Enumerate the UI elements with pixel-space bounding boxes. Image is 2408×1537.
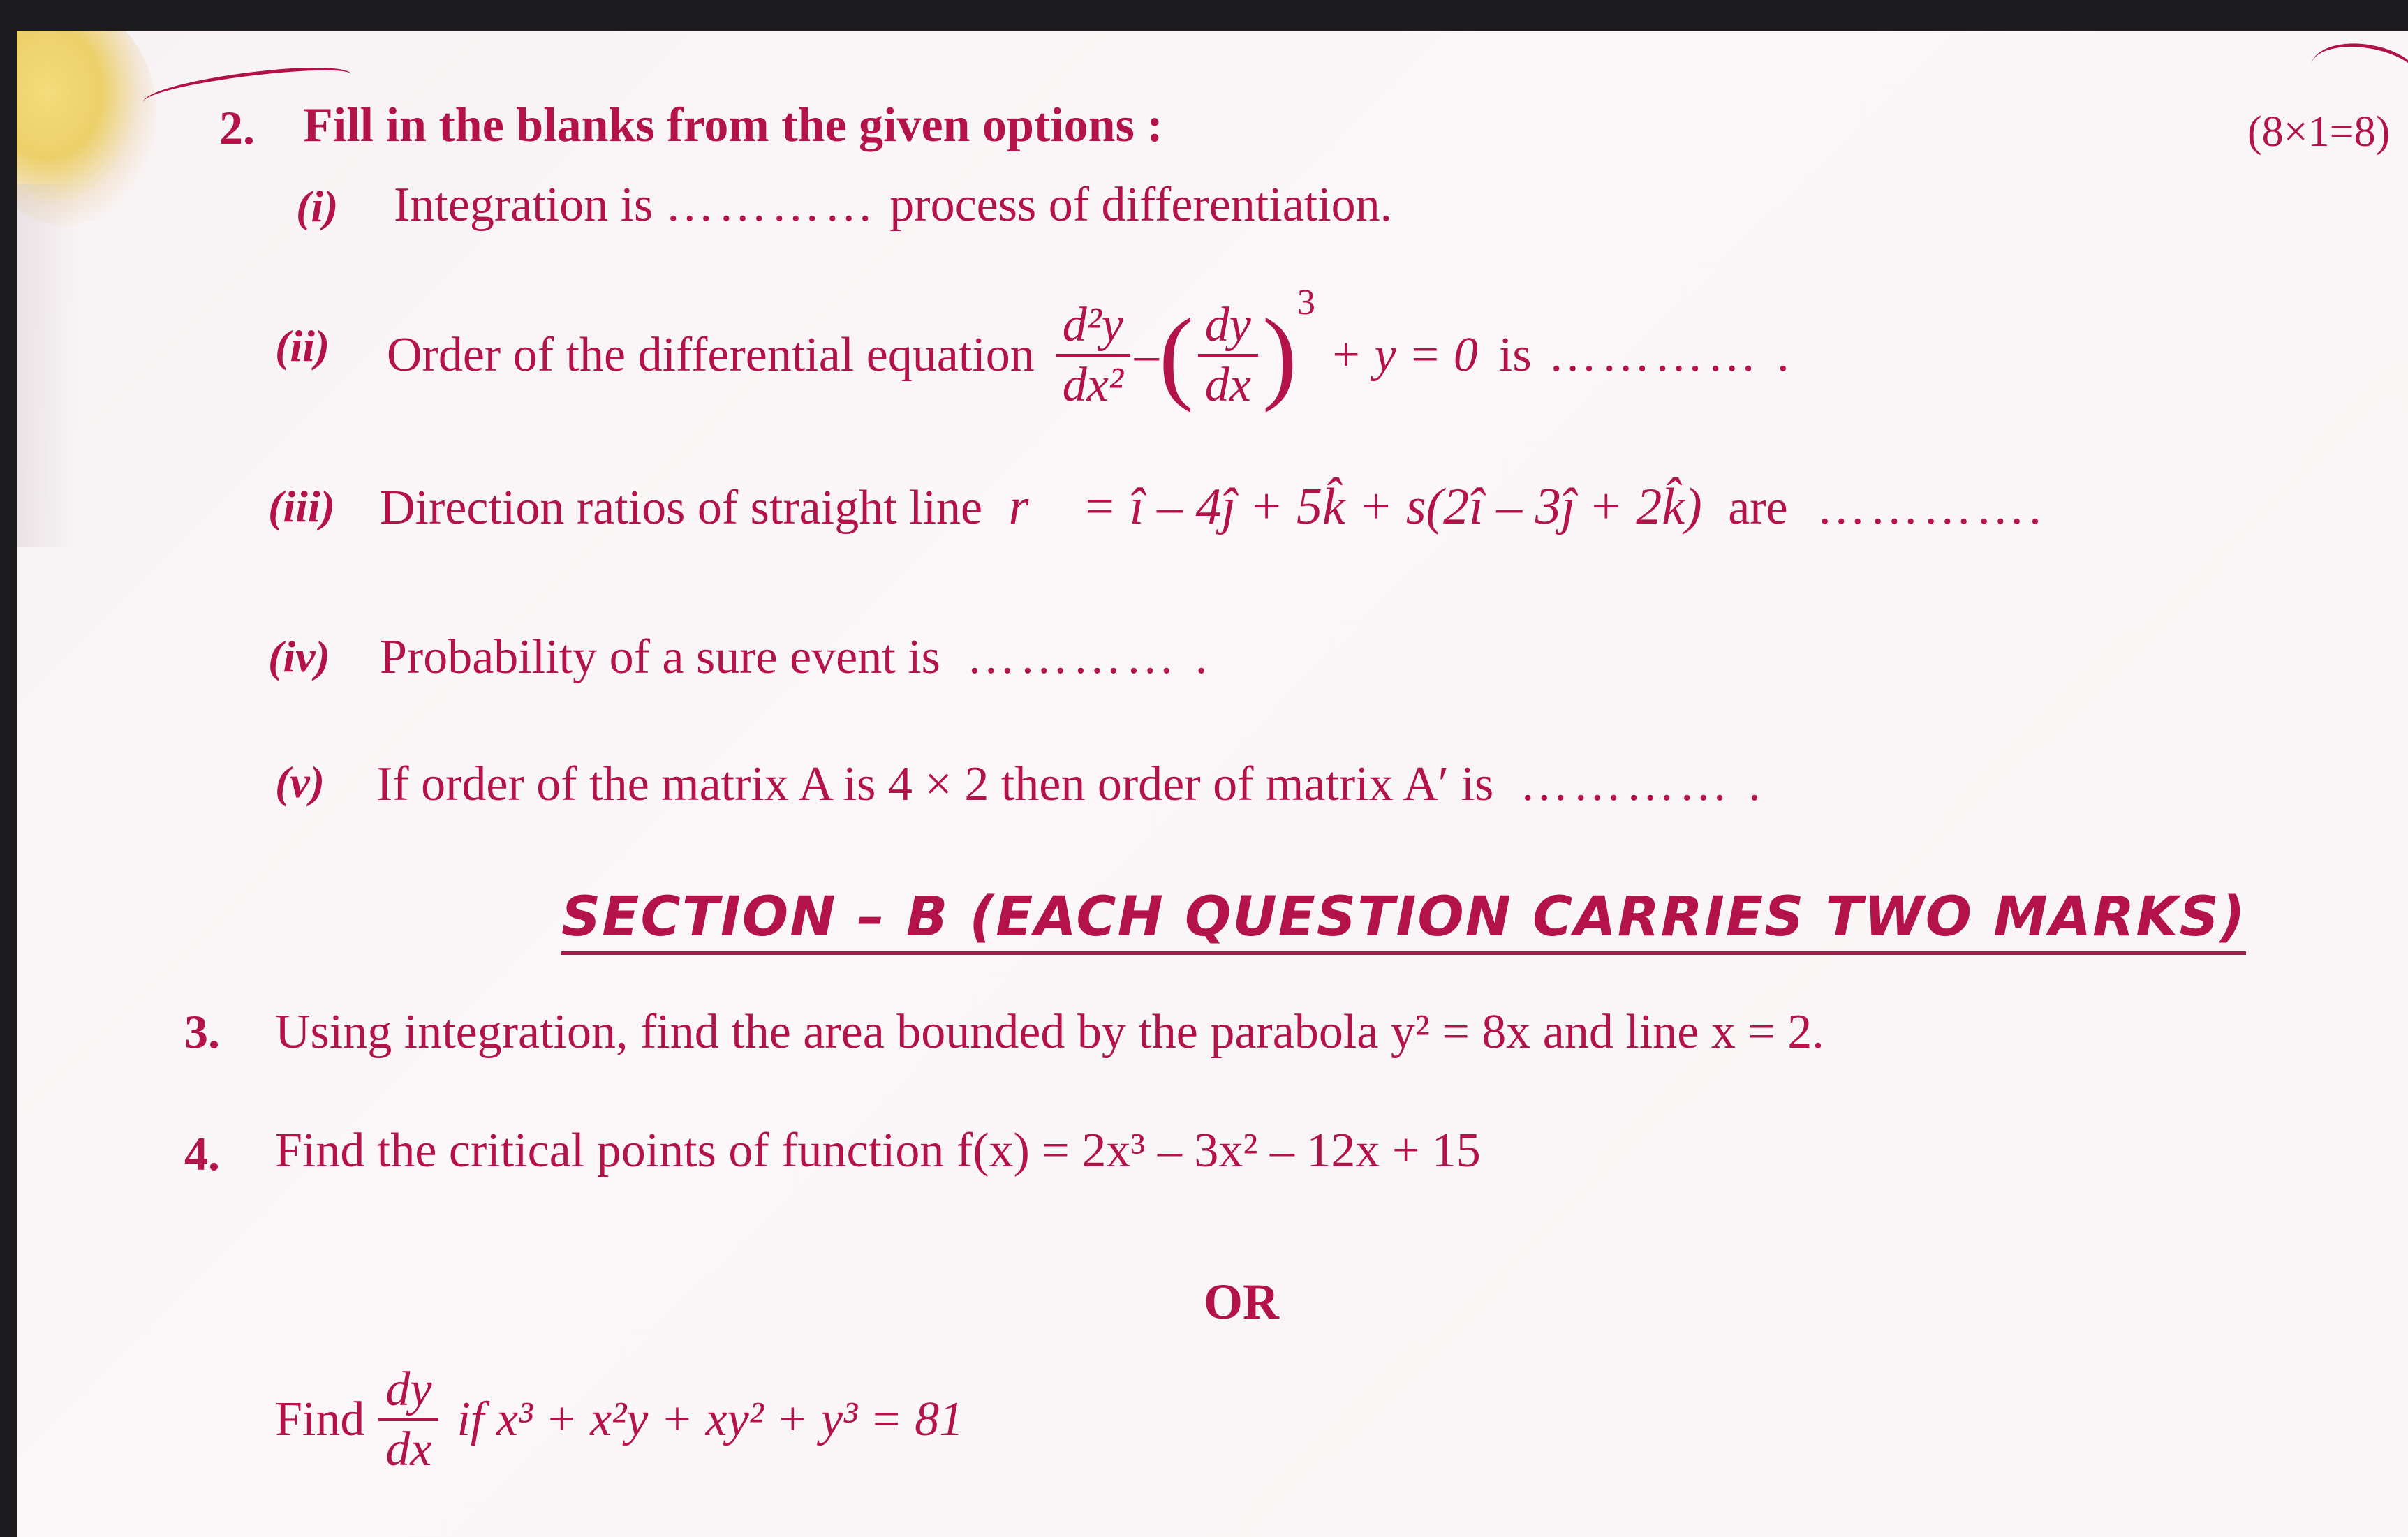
item-ii-label: (ii) xyxy=(275,321,330,371)
item-ii-frac2-numerator: dy xyxy=(1198,301,1258,357)
item-iii-blank: …………. xyxy=(1817,481,2046,535)
question-4-number: 4. xyxy=(184,1127,220,1180)
alt-derivative-fraction xyxy=(378,1362,438,1476)
item-ii-minus: – xyxy=(1134,328,1159,382)
item-ii-fraction-1 xyxy=(1056,298,1130,412)
item-ii-frac1-denominator: dx² xyxy=(1062,358,1123,412)
item-iv-pre: Probability of a sure event is xyxy=(380,630,940,684)
item-ii-is: is xyxy=(1498,328,1532,382)
alt-numerator: dy xyxy=(378,1365,438,1421)
item-iv-label: (iv) xyxy=(268,632,330,681)
left-paren-icon: ( xyxy=(1158,297,1194,413)
alt-equation: if x³ + x²y + xy² + y³ = 81 xyxy=(457,1393,964,1446)
item-iv-blank: ………… . xyxy=(966,630,1212,684)
item-ii-fraction-2 xyxy=(1198,298,1258,412)
paper-curl-line-right xyxy=(2306,36,2408,113)
right-paren-icon: ) xyxy=(1262,297,1297,413)
item-iii-pre: Direction ratios of straight line xyxy=(380,481,983,535)
item-ii-pre: Order of the differential equation xyxy=(387,328,1035,382)
item-ii-frac2-denominator: dx xyxy=(1204,358,1251,412)
item-i-post: process of differentiation. xyxy=(889,178,1393,232)
item-ii-blank: ………… . xyxy=(1548,328,1794,382)
paper-photo xyxy=(17,31,2408,1537)
item-v-pre: If order of the matrix A is 4 × 2 then order of matrix A′ is xyxy=(376,757,1494,811)
item-i-label: (i) xyxy=(296,181,339,231)
item-i-pre: Integration is xyxy=(394,178,653,232)
item-ii-text xyxy=(387,275,1794,436)
question-4-text: Find the critical points of function f(x) = 2x³ – 3x² – 12x + 15 xyxy=(275,1124,1481,1178)
item-iii-vector-equation: r⃗ = î – 4ĵ + 5k̂ + s(2î – 3ĵ + 2k̂) xyxy=(1008,478,1702,535)
item-v-label: (v) xyxy=(275,757,325,807)
item-i-text xyxy=(394,177,1392,233)
item-iii-post: are xyxy=(1728,481,1788,535)
edge-shadow xyxy=(17,184,80,547)
item-ii-power: 3 xyxy=(1297,283,1315,322)
item-iii-label: (iii) xyxy=(268,482,335,531)
alt-find-word: Find xyxy=(275,1393,365,1446)
question-4-alternative xyxy=(275,1357,963,1483)
item-ii-equation-rest: + y = 0 xyxy=(1329,328,1478,382)
item-v-blank: ………… . xyxy=(1519,757,1765,811)
question-2-heading: Fill in the blanks from the given options : xyxy=(303,98,1163,152)
alt-denominator: dx xyxy=(385,1423,432,1476)
question-2-number: 2. xyxy=(219,101,255,154)
item-ii-frac1-numerator: d²y xyxy=(1056,301,1130,357)
item-iv-text xyxy=(380,630,1211,685)
section-b-heading: SECTION – B (EACH QUESTION CARRIES TWO MARKS) xyxy=(561,886,2246,955)
item-v-text xyxy=(376,757,1765,812)
or-divider: OR xyxy=(1204,1274,1279,1330)
question-2-marks: (8×1=8) xyxy=(2247,108,2391,156)
question-3-number: 3. xyxy=(184,1005,220,1058)
item-i-blank: ………… xyxy=(665,178,878,232)
question-3-text: Using integration, find the area bounded by the parabola y² = 8x and line x = 2. xyxy=(275,1005,1824,1059)
item-iii-text xyxy=(380,477,2046,537)
